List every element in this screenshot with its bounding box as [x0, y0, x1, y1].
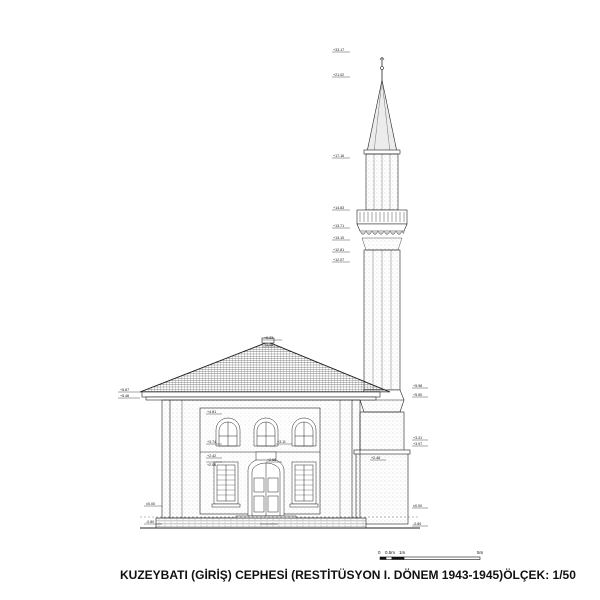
eave [142, 392, 380, 397]
scale-label: 1m [399, 550, 406, 555]
building-level: +2.08 [207, 463, 217, 467]
minaret-level: +5.98 [413, 384, 423, 388]
roof [140, 342, 390, 392]
building-level: +5.46 [120, 394, 130, 398]
building-level: +4.81 [207, 410, 217, 414]
scale-label: 5m [477, 550, 484, 555]
building-level: +2.68 [267, 458, 277, 462]
building-level: -0.80 [146, 520, 155, 524]
scale-label: 0 [378, 550, 381, 555]
drawing-scale: ÖLÇEK: 1/50 [503, 568, 576, 582]
cone-base-ring [364, 150, 400, 154]
lower-window-right [290, 462, 318, 507]
right-level: +2.48 [371, 456, 381, 460]
building-level: +6.33 [264, 336, 274, 340]
minaret-level: +5.50 [413, 393, 423, 397]
building-level: +5.98 [264, 343, 274, 347]
minaret-pedestal [360, 412, 404, 452]
right-level: +3.97 [413, 442, 423, 446]
building-level: +5.87 [120, 388, 130, 392]
building-level: +3.74 [207, 440, 217, 444]
building-level: +2.42 [207, 454, 217, 458]
minaret-level: +33.17 [333, 48, 345, 52]
minaret-level: +12.07 [333, 258, 345, 262]
minaret-level: +13.71 [333, 224, 345, 228]
plinth [156, 518, 366, 528]
minaret-base [356, 452, 408, 524]
scale-label: 0.5m [385, 550, 396, 555]
minaret-level: +12.81 [333, 248, 345, 252]
entrance-door [248, 452, 284, 516]
minaret-level: +14.83 [333, 206, 345, 210]
minaret [354, 58, 410, 525]
drawing-title: KUZEYBATI (GİRİŞ) CEPHESİ (RESTİTÜSYON I. DÖNEM 1943-1945) [120, 568, 504, 582]
minaret-cone [367, 80, 397, 152]
balcony-corbel [357, 224, 407, 231]
right-level: +3.31 [413, 436, 423, 440]
upper-window-left [216, 418, 240, 446]
right-level: ±0.00 [413, 504, 422, 508]
upper-window-right [292, 418, 316, 446]
finial-ball [381, 67, 384, 70]
balcony-rail [357, 210, 407, 224]
minaret-level: +21.02 [333, 73, 345, 77]
right-level: -0.80 [413, 522, 422, 526]
minaret-level: +13.10 [333, 236, 345, 240]
lower-window-left [212, 462, 240, 507]
scale-bar [380, 557, 480, 560]
minaret-level: +17.16 [333, 154, 345, 158]
building-level: ±0.00 [146, 502, 155, 506]
muqarnas [360, 231, 404, 250]
upper-window-center [254, 418, 278, 446]
drawing-title-block [120, 568, 576, 582]
building-level: +3.11 [277, 440, 286, 444]
